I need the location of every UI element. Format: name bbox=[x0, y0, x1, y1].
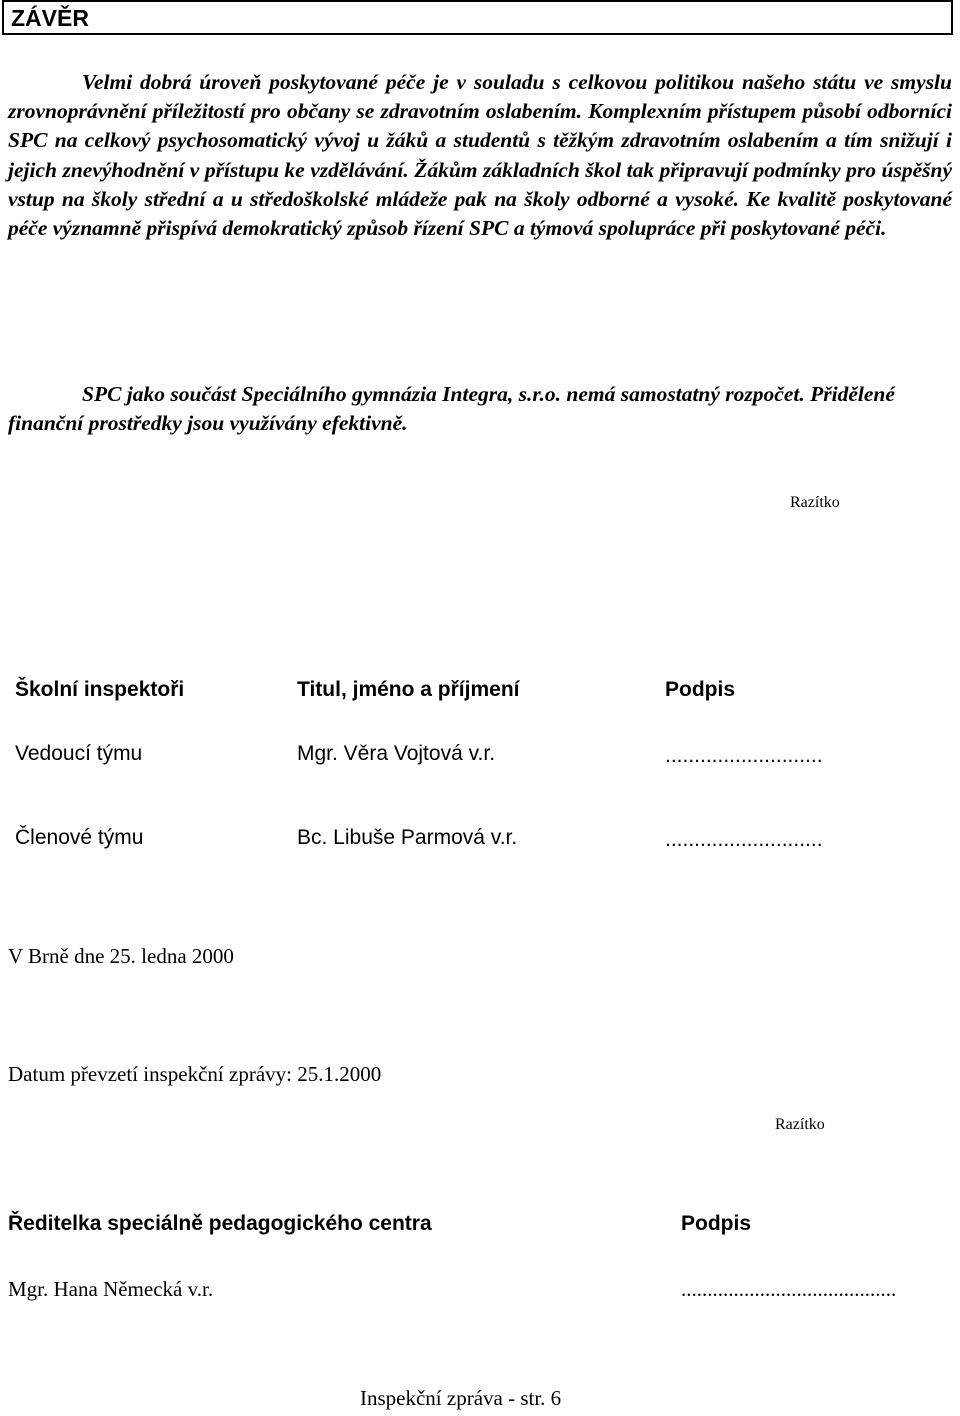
team-lead-role: Vedoucí týmu bbox=[15, 742, 143, 765]
director-name: Mgr. Hana Německá v.r. bbox=[8, 1277, 214, 1301]
director-signature-label: Podpis bbox=[681, 1212, 752, 1235]
team-member-name: Bc. Libuše Parmová v.r. bbox=[297, 826, 518, 849]
director-title: Ředitelka speciálně pedagogického centra bbox=[8, 1212, 432, 1235]
col-header-inspectors: Školní inspektoři bbox=[15, 678, 185, 701]
team-lead-name: Mgr. Věra Vojtová v.r. bbox=[297, 742, 496, 765]
director-signature-line: ......................................... bbox=[681, 1277, 897, 1301]
col-header-name: Titul, jméno a příjmení bbox=[297, 678, 520, 701]
page-footer: Inspekční zpráva - str. 6 bbox=[360, 1386, 562, 1410]
conclusion-paragraph-2: SPC jako součást Speciálního gymnázia Integra, s.r.o. nemá samostatný rozpočet. Přidělené finanční prostředky jsou využívány efektivně. bbox=[8, 382, 895, 436]
stamp-label: Razítko bbox=[790, 494, 840, 511]
place-date: V Brně dne 25. ledna 2000 bbox=[8, 944, 234, 968]
section-title: ZÁVĚR bbox=[11, 5, 89, 31]
stamp-label: Razítko bbox=[775, 1116, 825, 1133]
receipt-date: Datum převzetí inspekční zprávy: 25.1.2000 bbox=[8, 1062, 382, 1086]
team-member-signature: ........................... bbox=[665, 828, 823, 851]
section-heading-box bbox=[2, 0, 953, 35]
team-members-role: Členové týmu bbox=[15, 826, 144, 849]
col-header-signature: Podpis bbox=[665, 678, 736, 701]
team-lead-signature: ........................... bbox=[665, 744, 823, 767]
conclusion-paragraph-1: Velmi dobrá úroveň poskytované péče je v souladu s celkovou politikou našeho státu ve smyslu zrovnoprávnění příležitostí pro občany se zdravotním oslabením. Komplexním přístupem působí odborníci SPC na celkový psychosomatický vývoj u žáků a studentů s těžkým zdravotním oslabením a tím snižují i jejich znevýhodnění v přístupu ke vzdělávání. Žákům základních škol tak připravují podmínky pro úspěšný vstup na školy střední a u středoškolské mládeže pak na školy odborné a vysoké. Ke kvalitě poskytované péče významně přispívá demokratický způsob řízení SPC a týmová spolupráce při poskytované péči. bbox=[8, 70, 952, 241]
